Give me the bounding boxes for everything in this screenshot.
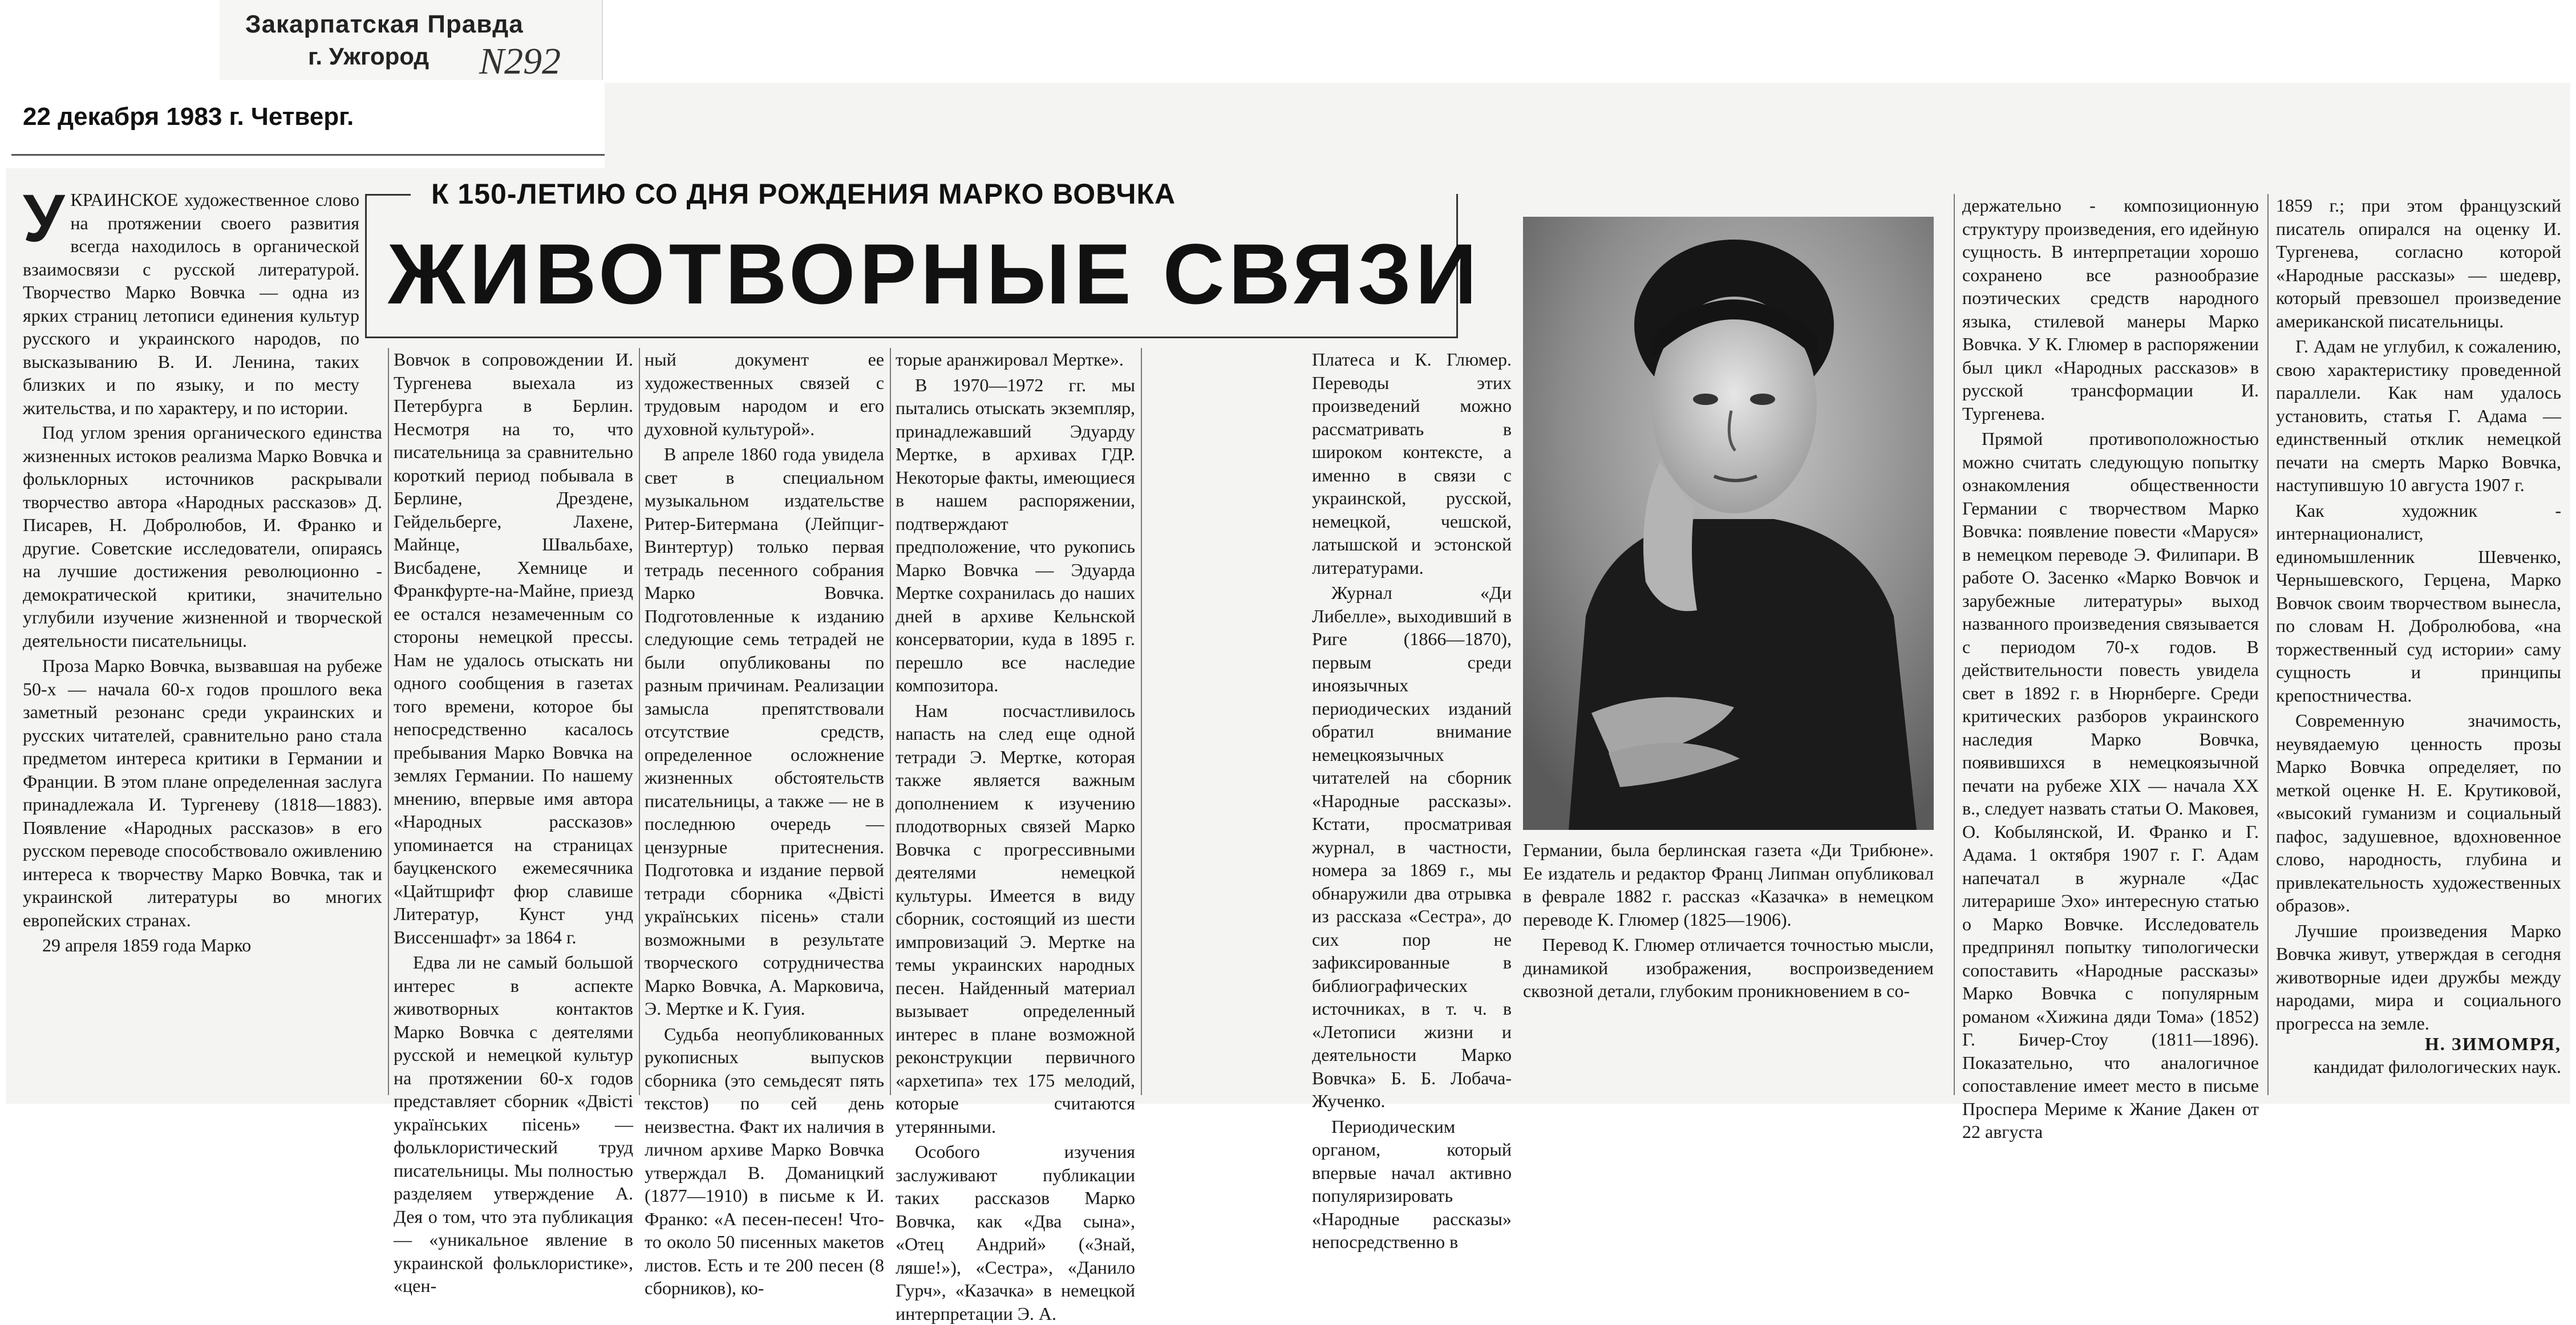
dateline: 22 декабря 1983 г. Четверг. xyxy=(23,103,354,131)
column-2-paragraph: Вовчок в сопровождении И. Тургенева выехала из Петербурга в Берлин. Несмотря на то, что писательница за сравнительно короткий период побывала в Берлине, Дрездене, Гейдельберге, Лахене, Майнце, Швальбахе, Висбадене, Хемнице и Франкфурте-на-Майне, приезд ее остался незамеченным со стороны немецкой прессы. Нам не удалось отыскать ни одного сообщения в газетах того времени, которое бы непосредственно касалось пребывания Марко Вовчка на землях Германии. По нашему мнению, впервые имя автора «Народных рассказов» упоминается на страницах бауцкенского ежемесячника «Цайтшрифт фюр славише Литератур, Кунст унд Виссеншафт» за 1864 г. xyxy=(394,349,633,947)
author-title: кандидат филологических наук. xyxy=(2313,1056,2561,1077)
column-8-paragraph: Современную значимость, неувядаемую ценность прозы Марко Вовчка определяет, по меткой оценке Н. Е. Крутиковой, «высокий гуманизм и социальный пафос, задушевное, вдохновенное слово, народность, глубина и привлекательность художественных образов». xyxy=(2276,710,2561,915)
article-column-2 xyxy=(394,348,633,1296)
column-4-paragraph: Нам посчастливилось напасть на след еще одной тетради Э. Мертке, которая также является важным дополнением к изучению плодотворных связей Марко Вовчка с прогрессивными деятелями немецкой культуры. Имеется в виду сборник, состоящий из шести импровизаций Э. Мертке на темы украинских народных песен. Найденный материал вызывает определенный интерес в плане возможной реконструкции первичного «архетипа» тех 175 мелодий, которые считаются утерянными. xyxy=(896,700,1135,1137)
column-7-paragraph: держательно - композиционную структуру произведения, его идейную сущность. В интерпретации хорошо сохранено все разнообразие поэтических средств народного языка, стилевой манеры Марко Вовчка. У К. Глюмер в распоряжении был цикл «Народных рассказов» в русской трансформации И. Тургенева. xyxy=(1962,195,2259,424)
article-column-1 xyxy=(23,421,382,1100)
paper-name: Закарпатская Правда xyxy=(245,10,524,38)
lead-text: КРАИНСКОЕ художественное слово на протяжении своего развития всегда находилось в органической взаимосвязи с русской литературой. Творчество Марко Вовчка — одна из ярких страниц летописи единения культур русского и украинского народов, по высказыванию В. И. Ленина, таких близких и по языку, и по месту жительства, и по характеру, и по истории. xyxy=(23,189,359,418)
issue-number: N292 xyxy=(479,40,561,82)
dropcap: У xyxy=(23,181,65,256)
article-column-7 xyxy=(1962,194,2259,1142)
dateline-rule xyxy=(11,154,605,156)
column-6-paragraph: Германии, была берлинская газета «Ди Трибюне». Ее издатель и редактор Франц Липман опубликовал в феврале 1882 г. рассказ «Казачка» в немецком переводе К. Глюмер (1825—1906). xyxy=(1523,840,1934,930)
column-1-paragraph: Проза Марко Вовчка, вызвавшая на рубеже 50-х — начала 60-х годов прошлого века заметный резонанс среди украинских и русских читателей, сравнительно рано стала предметом интереса критики в Германии и Франции. В этом плане определенная заслуга принадлежала И. Тургеневу (1818—1883). Появление «Народных рассказов» в его русском переводе способствовало оживлению интереса к творчеству Марко Вовчка, так и украинской литературы во многих европейских странах. xyxy=(23,655,382,930)
column-rule xyxy=(388,348,389,1095)
column-rule xyxy=(639,348,640,1095)
author-signature xyxy=(2276,1032,2561,1078)
article-column-6 xyxy=(1523,838,1934,1101)
column-1-paragraph: 29 апреля 1859 года Марко xyxy=(42,935,252,955)
portrait-image xyxy=(1523,217,1934,830)
article-headline: ЖИВОТВОРНЫЕ СВЯЗИ xyxy=(388,226,1481,322)
portrait-photo xyxy=(1523,217,1934,830)
column-5-paragraph: Периодическим органом, который впервые начал активно популяризировать «Народные рассказы» непосредственно в xyxy=(1312,1116,1512,1252)
column-8-paragraph: 1859 г.; при этом французский писатель опирался на оценку И. Тургенева, согласно которой «Народные рассказы» — шедевр, который превзошел произведение американской писательницы. xyxy=(2276,195,2561,331)
column-rule xyxy=(890,348,891,1095)
column-5-paragraph: Платеса и К. Глюмер. Переводы этих произведений можно рассматривать в широком контексте, а именно в связи с украинской, русской, немецкой, чешской, латышской и эстонской литературами. xyxy=(1312,349,1512,578)
author-name: Н. ЗИМОМРЯ, xyxy=(2424,1034,2561,1054)
column-8-paragraph: Г. Адам не углубил, к сожалению, свою характеристику проведенной параллели. Как нам удалось установить, статья Г. Адама — единственный отклик немецкой печати на смерть Марко Вовчка, наступившую 10 августа 1907 г. xyxy=(2276,336,2561,495)
column-2-paragraph: Едва ли не самый большой интерес в аспекте животворных контактов Марко Вовчка с деятелями русской и немецкой культур на протяжении 60-х годов представляет сборник «Двісті українських пісень» — фольклористический труд писательницы. Мы полностью разделяем утверждение А. Дея о том, что эта публикация — «уникальное явление в украинской фольклористике», «цен- xyxy=(394,952,633,1296)
column-rule xyxy=(1954,194,1955,1095)
article-column-5 xyxy=(1312,348,1512,1252)
column-3-paragraph: Судьба неопубликованных рукописных выпусков сборника (это семьдесят пять текстов) по сей день неизвестна. Факт их наличия в личном архиве Марко Вовчка утверждал В. Доманицкий (1877—1910) в письме к И. Франко: «А песен-песен! Что-то около 50 писенных макетов листов. Есть и те 200 песен (8 сборников), ко- xyxy=(645,1023,884,1298)
column-4-paragraph: В 1970—1972 гг. мы пытались отыскать экземпляр, принадлежавший Эдуарду Мертке, в архивах ГДР. Некоторые факты, имеющиеся в нашем распоряжении, подтверждают предположение, что рукопись Марко Вовчка — Эдуарда Мертке сохранилась до наших дней в архиве Кельнской консерватории, куда в 1895 г. перешло все наследие композитора. xyxy=(896,374,1135,695)
column-1-paragraph: Под углом зрения органического единства жизненных истоков реализма Марко Вовчка и фольклорных источников раскрывали творчество автора «Народных рассказов» Д. Писарев, Н. Добролюбов, И. Франко и другие. Советские исследователи, опираясь на лучшие достижения революционно - демократической критики, значительно углубили изучение жизненной и творческой деятельности писательницы. xyxy=(23,422,382,651)
article-column-8 xyxy=(2276,194,2561,1034)
column-7-paragraph: Прямой противоположностью можно считать следующую попытку ознакомления общественности Германии с творчеством Марко Вовчка: появление повести «Маруся» в немецком переводе Э. Филипари. В работе О. Засенко «Марко Вовчок и зарубежные литературы» выход названного произведения связывается с периодом 70-х годов. В действительности повесть увидела свет в 1892 г. в Нюрнберге. Среди критических разборов украинского наследия Марко Вовчка, появившихся в немецкоязычной печати на рубеже XIX — начала XX в., следует назвать статьи О. Маковея, О. Кобылянской, И. Франко и Г. Адама. 1 октября 1907 г. Г. Адам напечатал в журнале «Дас литерарише Эхо» интересную статью о Марко Вовчке. Исследователь предпринял попытку типологически сопоставить «Народные рассказы» Марко Вовчка с популярным романом «Хижина дяди Тома» (1852) Г. Бичер-Стоу (1811—1896). Показательно, что аналогичное сопоставление имеет место в письме Проспера Мериме к Жание Дакен от 22 августа xyxy=(1962,428,2259,1142)
column-rule xyxy=(2267,194,2269,1095)
paper-city: г. Ужгород xyxy=(308,43,429,70)
column-4-paragraph: торые аранжировал Мертке». xyxy=(896,349,1124,370)
column-8-paragraph: Как художник - интернационалист, единомышленник Шевченко, Чернышевского, Герцена, Марко Вовчок своим творчеством вынесла, по словам Н. Добролюбова, «на торжественный суд истории» саму сущность и принципы крепостничества. xyxy=(2276,500,2561,706)
article-lead xyxy=(23,181,359,418)
article-kicker: К 150-ЛЕТИЮ СО ДНЯ РОЖДЕНИЯ МАРКО ВОВЧКА xyxy=(422,180,1185,208)
column-6-paragraph: Перевод К. Глюмер отличается точностью мысли, динамикой изображения, воспроизведением сквозной детали, глубоким проникновением в со- xyxy=(1523,934,1934,1001)
article-column-4 xyxy=(896,348,1135,1324)
column-5-paragraph: Журнал «Ди Либелле», выходивший в Риге (1866—1870), первым среди иноязычных периодических изданий обратил внимание немецкоязычных читателей на сборник «Народные рассказы». Кстати, просматривая журнал, в частности, номера за 1869 г., мы обнаружили два отрывка из рассказа «Сестра», до сих пор не зафиксированные в библиографических источниках, в т. ч. в «Летописи жизни и деятельности Марко Вовчка» Б. Б. Лобача-Жученко. xyxy=(1312,582,1512,1111)
column-8-paragraph: Лучшие произведения Марко Вовчка живут, утверждая в сегодня животворные идеи дружбы между народами, мира и социального прогресса на земле. xyxy=(2276,920,2561,1034)
column-4-paragraph: Особого изучения заслуживают публикации таких рассказов Марко Вовчка, как «Два сына», «Отец Андрий» («Знай, ляше!»), «Сестра», «Данило Гурч», «Казачка» в немецкой интерпретации Э. А. xyxy=(896,1141,1135,1324)
article-column-3 xyxy=(645,348,884,1298)
column-3-paragraph: В апреле 1860 года увидела свет в специальном музыкальном издательстве Ритер-Битермана (Лейпциг-Винтертур) только первая тетрадь песенного собрания Марко Вовчка. Подготовленные к изданию следующие семь тетрадей не были опубликованы по разным причинам. Реализации замысла препятствовали отсутствие средств, определенное осложнение жизненных обстоятельств писательницы, а также — не в последнюю очередь — цензурные притеснения. Подготовка и издание первой тетради сборника «Двісті українських пісень» стали возможными в результате творческого сотрудничества Марко Вовчка, А. Марковича, Э. Мертке и К. Гуия. xyxy=(645,444,884,1019)
column-3-paragraph: ный документ ее художественных связей с трудовым народом и его духовной культурой». xyxy=(645,349,884,439)
column-rule xyxy=(1141,348,1142,1095)
